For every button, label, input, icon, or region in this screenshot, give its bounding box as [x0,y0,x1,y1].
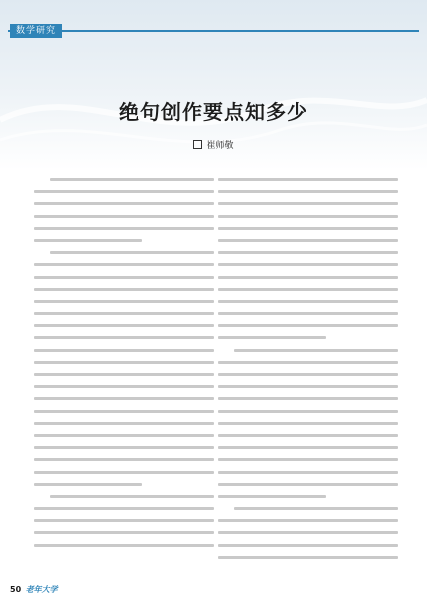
header-rule [8,30,419,32]
article-title: 绝句创作要点知多少 [119,100,308,124]
left-column-text-placeholder [34,178,214,583]
section-label: 数学研究 [10,24,62,38]
right-column-text-placeholder [218,178,398,583]
page-number: 50 [10,585,22,594]
magazine-name: 老年大学 [25,585,58,594]
author-line [0,138,427,151]
page-footer [10,584,58,595]
author-marker-icon [193,140,202,149]
author-name: 崔师敬 [206,141,234,151]
